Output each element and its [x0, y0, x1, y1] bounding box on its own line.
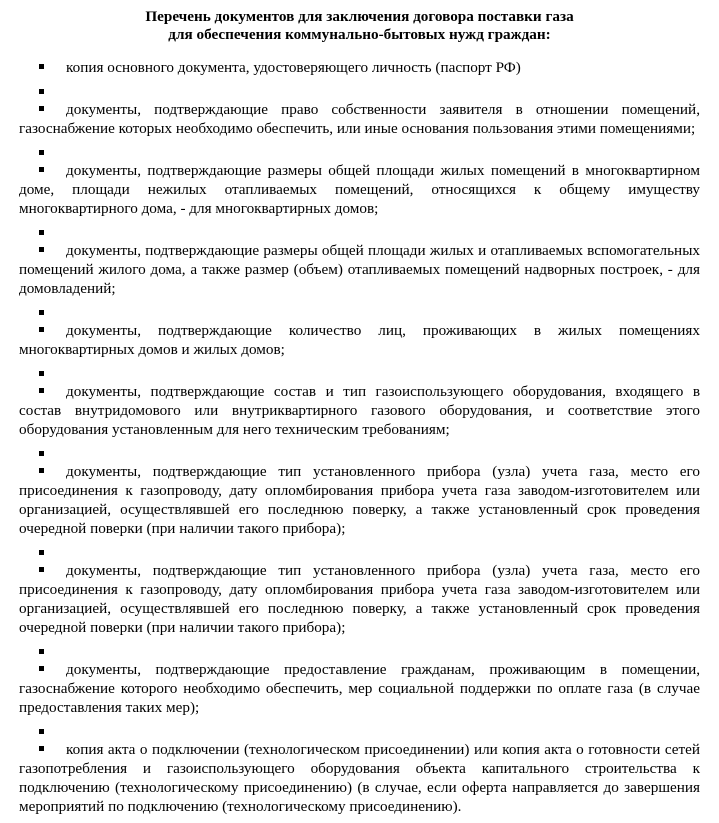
bullet-icon: [39, 327, 44, 332]
bullet-icon: [39, 649, 44, 654]
list-item: [19, 446, 700, 538]
bullet-icon: [39, 310, 44, 315]
bullet-icon: [39, 230, 44, 235]
list-item: [19, 84, 700, 138]
list-item: [19, 366, 700, 439]
list-item: [19, 644, 700, 717]
list-item-text: документы, подтверждающие предоставление гражданам, проживающим в помещении, газоснабжение которого необходимо обеспечить, мер социальной поддержки по оплате газа (в случае предоставления таких мер);: [19, 661, 700, 716]
list-item-text: документы, подтверждающие тип установленного прибора (узла) учета газа, место его присоединения к газопроводу, дату опломбирования прибора учета газа заводом-изготовителем или организацией, осуществлявшей его последнюю поверку, а также установленный срок проведения очередной поверки (при наличии такого прибора);: [19, 562, 700, 636]
title-line-2: для обеспечения коммунально-бытовых нужд граждан:: [168, 26, 551, 43]
list-item-text: копия основного документа, удостоверяющего личность (паспорт РФ): [66, 59, 521, 76]
bullet-icon: [39, 746, 44, 751]
list-item-text: документы, подтверждающие размеры общей площади жилых помещений в многоквартирном доме, площади нежилых отапливаемых помещений, относящихся к общему имуществу многоквартирного дома, - для многоквартирных домов;: [19, 162, 700, 217]
bullet-icon: [39, 666, 44, 671]
document-title: [0, 0, 719, 44]
bullet-icon: [39, 150, 44, 155]
list-item: [19, 724, 700, 816]
bullet-icon: [39, 89, 44, 94]
bullet-icon: [39, 247, 44, 252]
list-item-text: документы, подтверждающие размеры общей площади жилых и отапливаемых вспомогательных помещений жилого дома, а также размер (объем) отапливаемых помещений надворных построек, - для домовладений;: [19, 242, 700, 297]
bullet-icon: [39, 106, 44, 111]
list-item: [19, 58, 700, 77]
list-item-text: копия акта о подключении (технологическом присоединении) или копия акта о готовности сетей газопотребления и газоиспользующего оборудования объекта капитального строительства к подключению (технологическому присоединению) (в случае, если оферта направляется до завершения мероприятий по подключению (технологическому присоединению).: [19, 741, 700, 815]
list-item-text: документы, подтверждающие количество лиц, проживающих в жилых помещениях многоквартирных домов и жилых домов;: [19, 322, 700, 358]
documents-list: [19, 58, 700, 823]
bullet-icon: [39, 729, 44, 734]
bullet-icon: [39, 468, 44, 473]
list-item: [19, 545, 700, 637]
list-item-text: документы, подтверждающие состав и тип газоиспользующего оборудования, входящего в состав внутридомового или внутриквартирного газового оборудования, и соответствие этого оборудования установленным для него техническим требованиям;: [19, 383, 700, 438]
bullet-icon: [39, 167, 44, 172]
list-item: [19, 305, 700, 359]
list-item-text: документы, подтверждающие тип установленного прибора (узла) учета газа, место его присоединения к газопроводу, дату опломбирования прибора учета газа заводом-изготовителем или организацией, осуществлявшей его последнюю поверку, а также установленный срок проведения очередной поверки (при наличии такого прибора);: [19, 463, 700, 537]
bullet-icon: [39, 451, 44, 456]
bullet-icon: [39, 567, 44, 572]
bullet-icon: [39, 388, 44, 393]
list-item-text: документы, подтверждающие право собственности заявителя в отношении помещений, газоснабжение которых необходимо обеспечить, или иные основания пользования этими помещениями;: [19, 101, 700, 137]
bullet-icon: [39, 64, 44, 69]
bullet-icon: [39, 550, 44, 555]
list-item: [19, 145, 700, 218]
bullet-icon: [39, 371, 44, 376]
list-item: [19, 225, 700, 298]
title-line-1: Перечень документов для заключения договора поставки газа: [145, 8, 574, 25]
